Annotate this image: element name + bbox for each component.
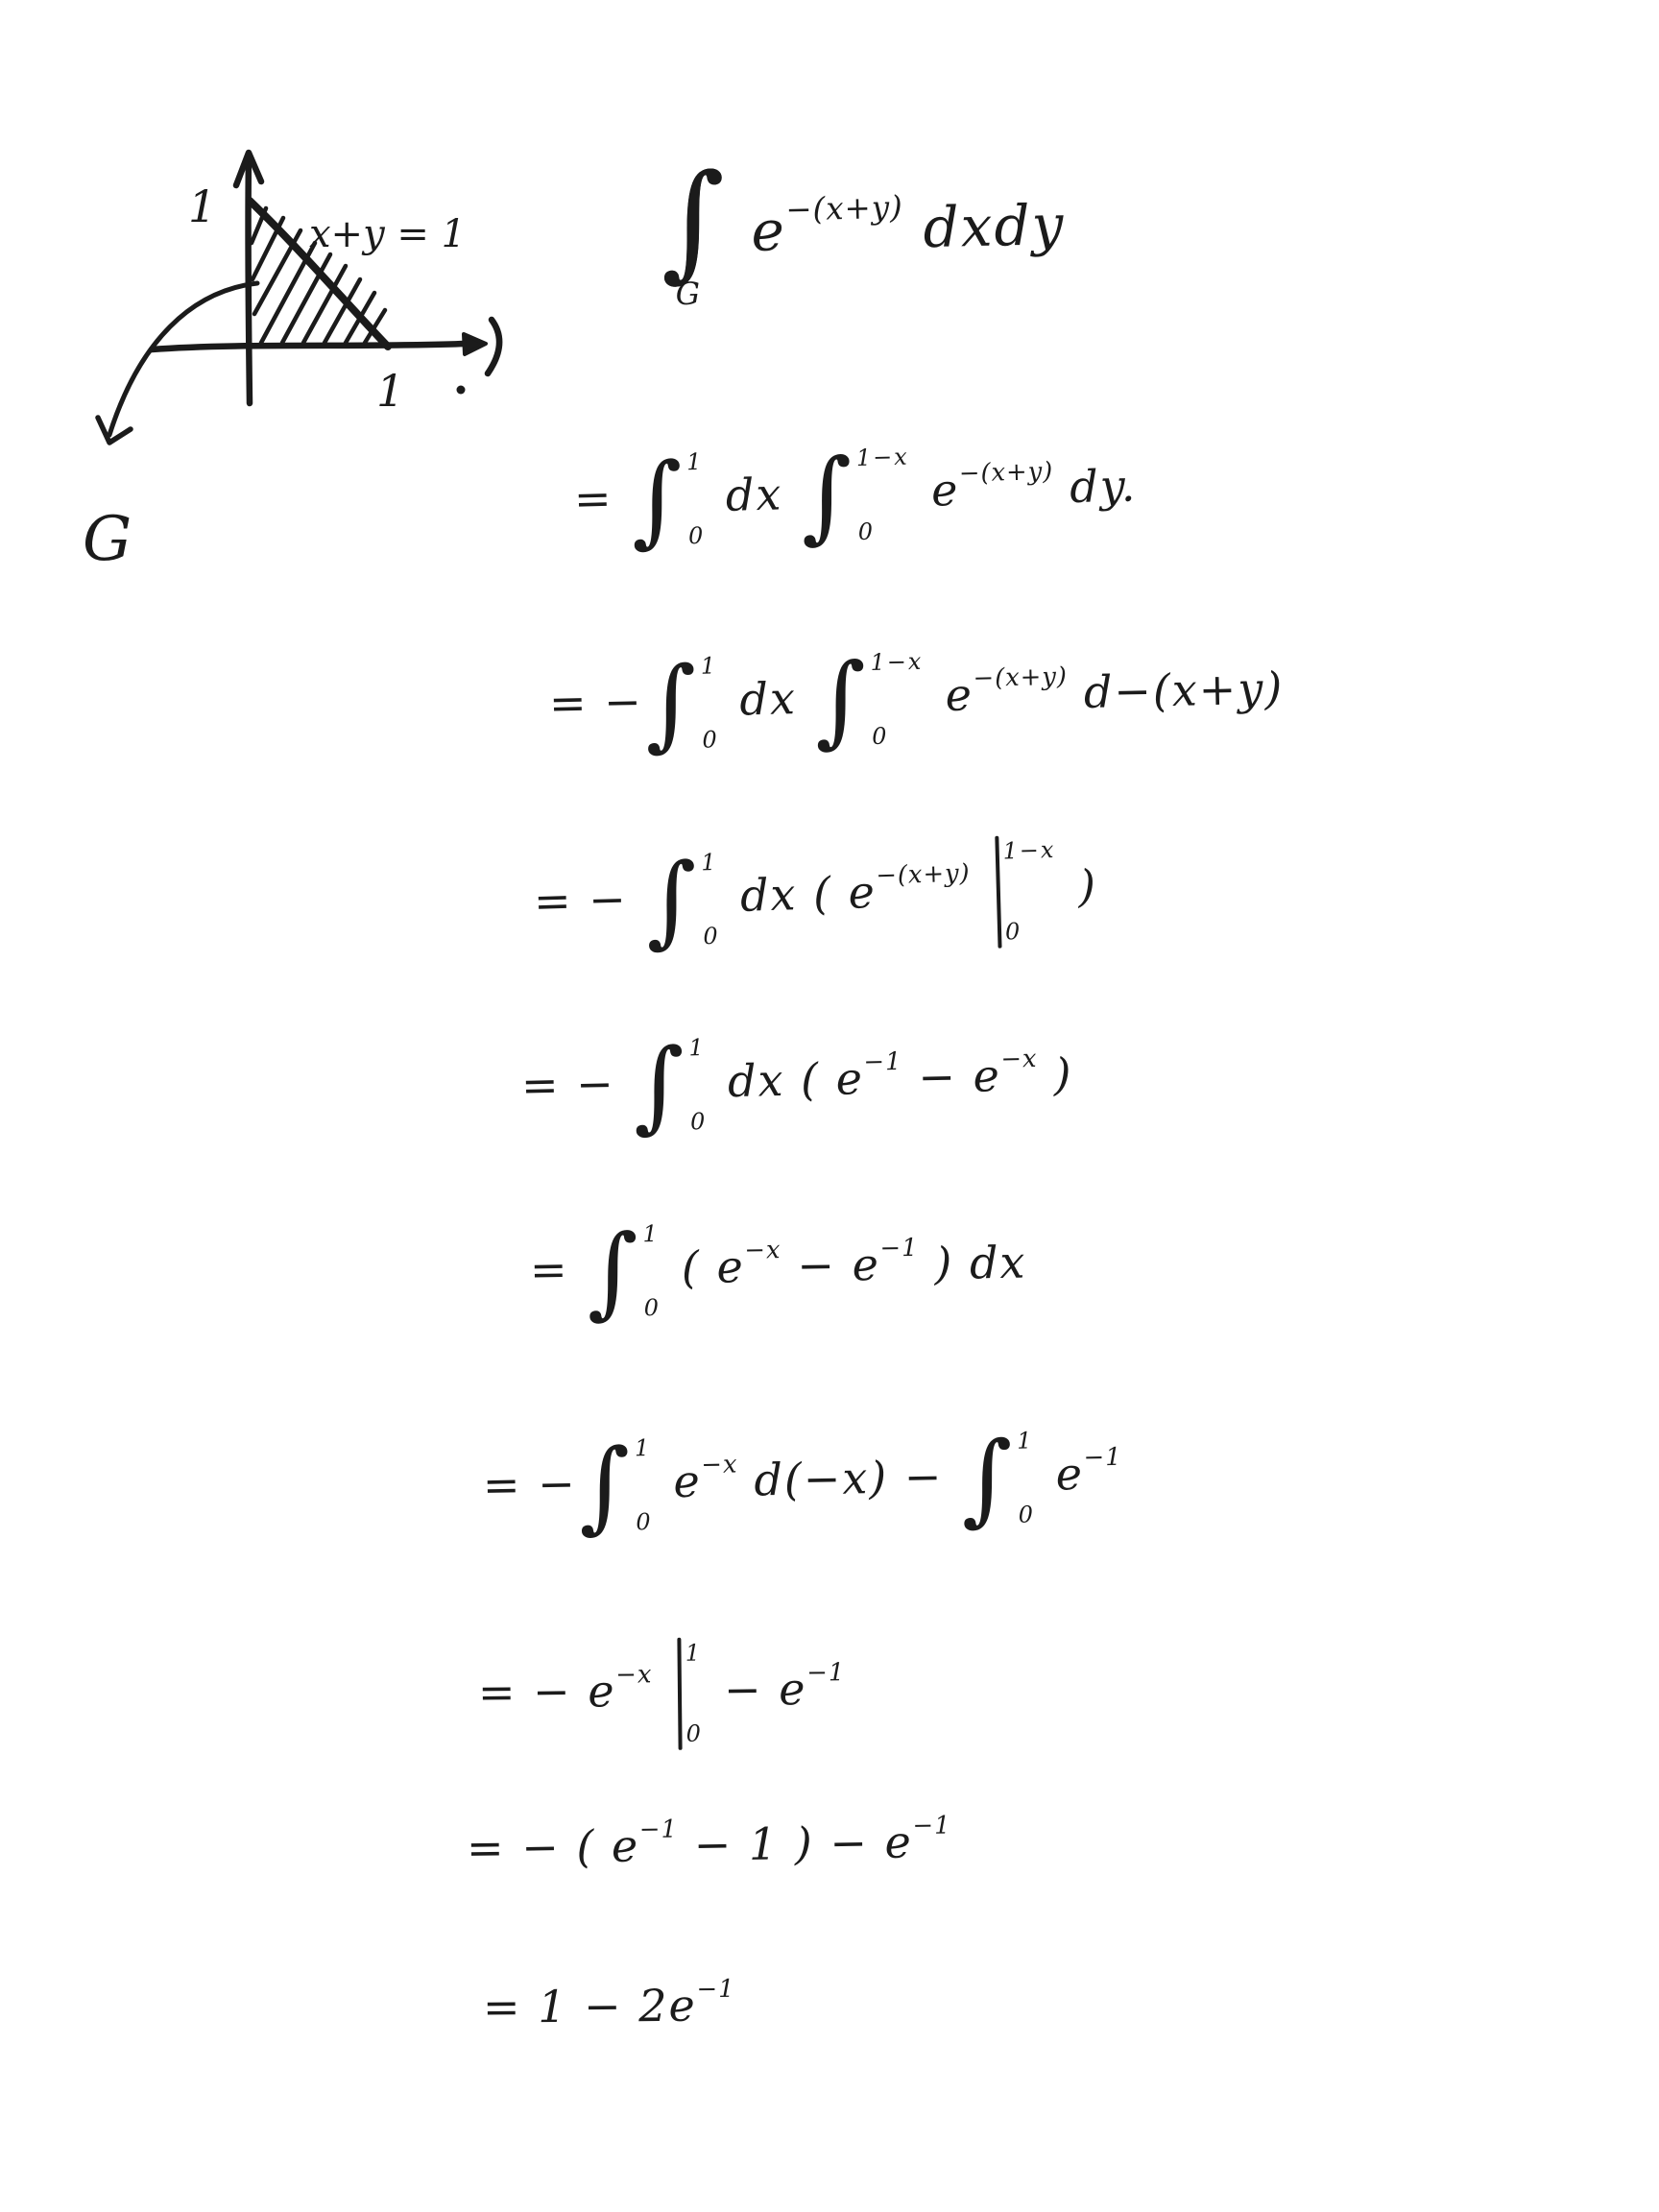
equation-line-9: = − ( $e^{-1} - 1$ ) − $e^{-1}$: [466, 1811, 951, 1874]
x-axis-flourish: [488, 320, 499, 373]
equation-line-3: = − ∫ 1 0 dx ∫ 1−x 0 $e^{-(x+y)}$ d−(x+y): [548, 642, 1285, 762]
equation-line-4: = − ∫ 1 0 dx ( $e^{-(x+y)}$ 1−x 0 ): [533, 835, 1098, 960]
x-axis-tick-label: 1: [376, 365, 405, 417]
equation-line-10: = $1 - 2e^{-1}$: [482, 1974, 735, 2033]
y-axis: [249, 156, 250, 403]
equation-line-6: = ∫ 1 0 ( $e^{-x} - e^{-1}$ ) dx: [529, 1214, 1027, 1331]
stray-dot: [457, 386, 466, 395]
y-axis-tick-label: 1: [188, 180, 217, 232]
region-diagram: [58, 101, 518, 590]
x-axis-arrowhead: [464, 334, 486, 354]
region-pointer-arrow: [109, 283, 257, 435]
equation-line-5: = − ∫ 1 0 dx ( $e^{-1} - e^{-x}$ ): [520, 1027, 1074, 1144]
equation-line-7: = − ∫ 1 0 $e^{-x}$ d(−x) − ∫ 1 0 $e^{-1}$: [482, 1420, 1122, 1545]
line-equation-label: x+y = 1: [309, 212, 467, 256]
equation-line-2: = ∫ 1 0 dx ∫ 1−x 0 $e^{-(x+y)}$ dy.: [573, 438, 1138, 559]
equation-line-1: ∫∫ G $e^{-(x+y)}$ dxdy: [659, 148, 1067, 313]
equation-line-8: = − $e^{-x}$ 1 0 − $e^{-1}$: [477, 1636, 846, 1752]
x-axis: [152, 344, 465, 349]
region-label: G: [83, 504, 132, 575]
